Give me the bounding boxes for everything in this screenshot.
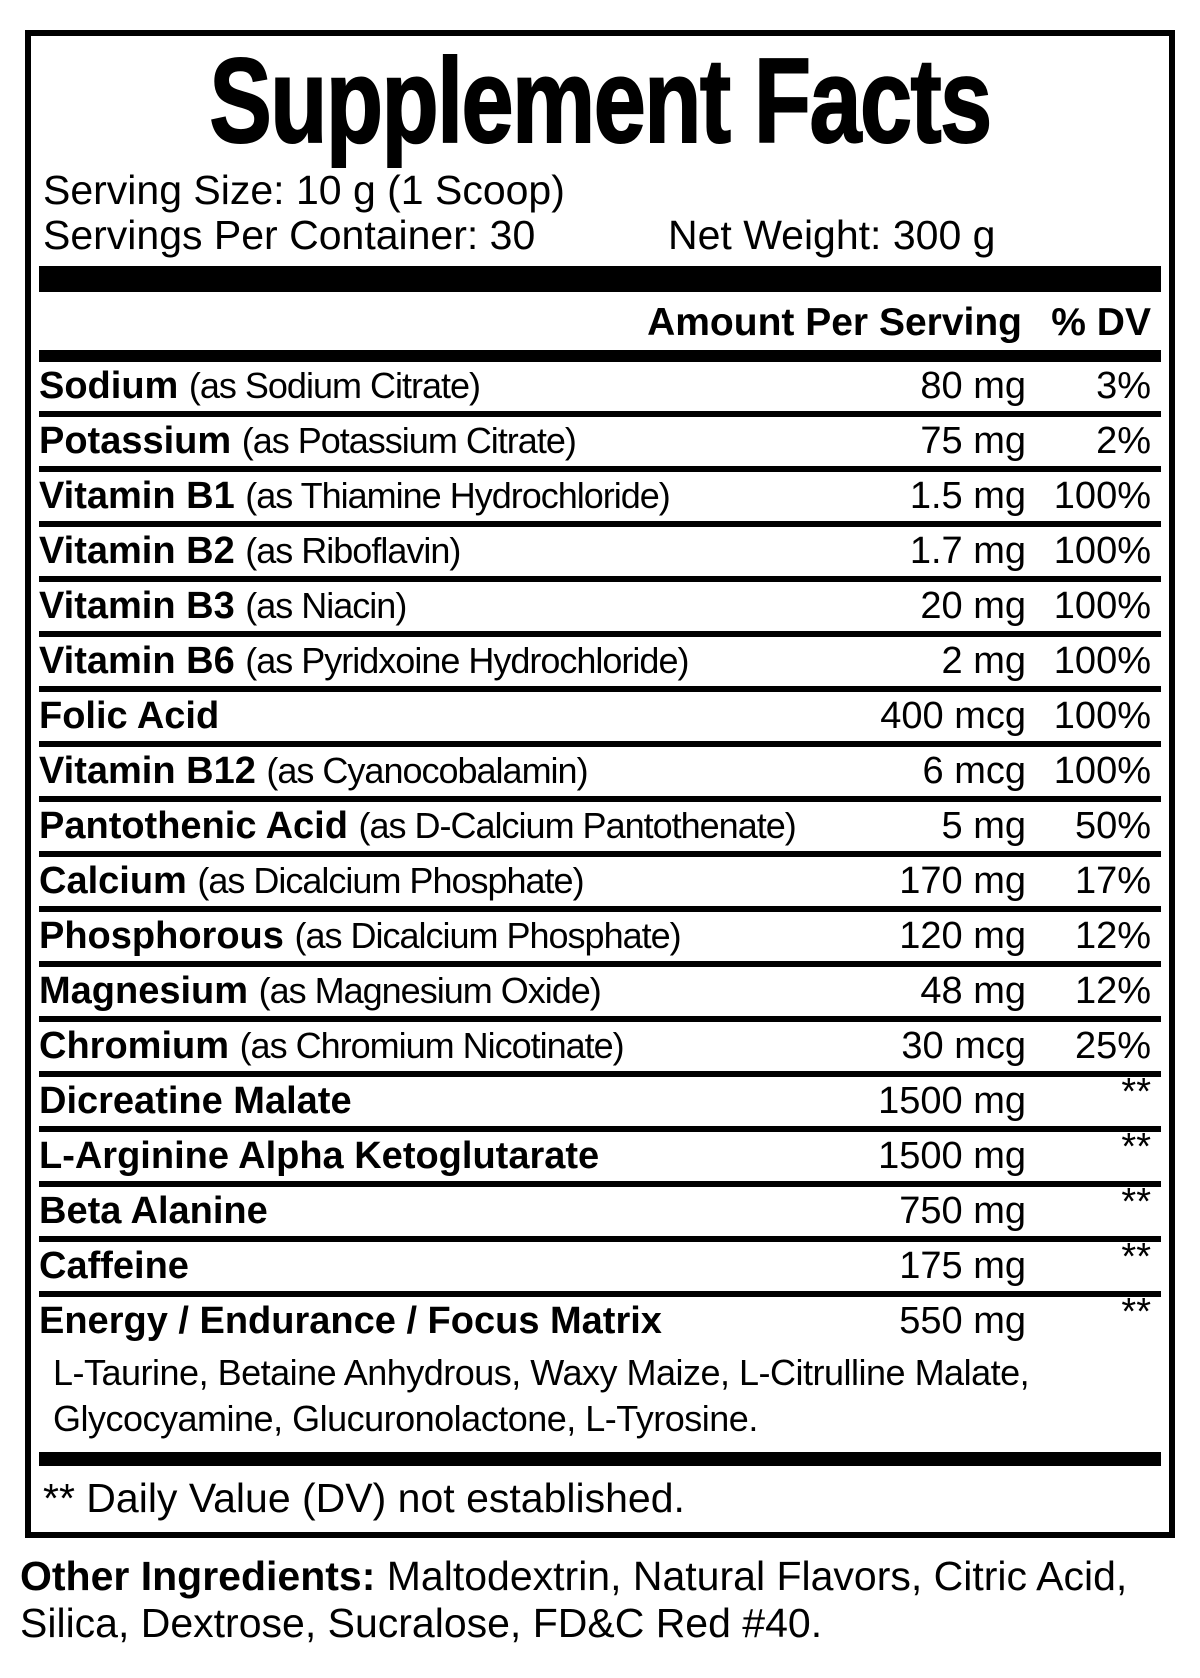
- separator-bar-top: [39, 266, 1161, 292]
- nutrient-dv-cell: [1026, 1291, 1161, 1343]
- other-ingredients-text: Maltodextrin, Natural Flavors, Citric Acid, Silica, Dextrose, Sucralose, FD&C Red #40.: [20, 1552, 1128, 1647]
- other-ingredients: [20, 1553, 1150, 1648]
- nutrient-name: Vitamin B12: [39, 750, 256, 793]
- nutrient-name: Potassium: [39, 420, 232, 463]
- nutrient-dv: **: [1121, 1236, 1151, 1279]
- nutrient-dv: 100%: [1053, 695, 1151, 738]
- nutrient-form: (as Potassium Citrate): [241, 420, 576, 462]
- nutrient-row: [39, 1291, 1161, 1346]
- nutrient-row: [39, 967, 1161, 1016]
- nutrient-name: Sodium: [39, 365, 179, 408]
- nutrient-row: [39, 1126, 1161, 1181]
- nutrient-dv-cell: [1026, 750, 1161, 793]
- serving-size: Serving Size: 10 g (1 Scoop): [43, 167, 565, 213]
- nutrient-amount: 175 mg: [899, 1245, 1026, 1288]
- nutrient-name: L-Arginine Alpha Ketoglutarate: [39, 1135, 600, 1178]
- nutrient-name-cell: [39, 420, 826, 463]
- separator-bar-footnote: [39, 1452, 1161, 1466]
- nutrient-form: (as Dicalcium Phosphate): [294, 915, 681, 957]
- nutrient-form: (as Magnesium Oxide): [258, 970, 601, 1012]
- nutrient-row: [39, 1071, 1161, 1126]
- nutrient-row: [39, 1022, 1161, 1071]
- nutrient-dv-cell: [1026, 970, 1161, 1013]
- nutrient-dv-cell: [1026, 915, 1161, 958]
- nutrient-name: Folic Acid: [39, 695, 220, 738]
- nutrient-amount: 550 mg: [899, 1300, 1026, 1343]
- nutrient-amount: 750 mg: [899, 1190, 1026, 1233]
- nutrient-row: [39, 692, 1161, 741]
- nutrient-amount: 30 mcg: [901, 1025, 1026, 1068]
- nutrient-row: [39, 802, 1161, 851]
- nutrient-name-cell: [39, 365, 826, 408]
- nutrient-name: Vitamin B3: [39, 585, 235, 628]
- separator-bar-header: [39, 350, 1161, 362]
- nutrient-dv-cell: [1026, 1071, 1161, 1123]
- nutrient-form: (as Cyanocobalamin): [266, 750, 588, 792]
- nutrient-amount: 120 mg: [899, 915, 1026, 958]
- nutrient-name: Dicreatine Malate: [39, 1080, 352, 1123]
- nutrient-name-cell: [39, 1135, 826, 1178]
- nutrient-name-cell: [39, 750, 826, 793]
- nutrient-dv: 100%: [1053, 585, 1151, 628]
- matrix-ingredients: L-Taurine, Betaine Anhydrous, Waxy Maize, L-Citrulline Malate, Glycocyamine, Glucuronolactone, L-Tyrosine.: [53, 1352, 1030, 1439]
- net-weight: Net Weight: 300 g: [668, 212, 996, 259]
- nutrient-dv-cell: [1026, 860, 1161, 903]
- panel-title: Supplement Facts: [209, 34, 991, 168]
- nutrient-dv-cell: [1026, 420, 1161, 463]
- nutrient-amount: 75 mg: [920, 420, 1026, 463]
- nutrient-name: Calcium: [39, 860, 187, 903]
- nutrient-dv: 12%: [1074, 915, 1151, 958]
- nutrient-form: (as Sodium Citrate): [188, 365, 480, 407]
- nutrient-form: (as Dicalcium Phosphate): [197, 860, 584, 902]
- servings-per-container: Servings Per Container: 30: [43, 212, 536, 259]
- nutrient-form: (as D-Calcium Pantothenate): [358, 805, 796, 847]
- nutrient-dv: 50%: [1074, 805, 1151, 848]
- nutrient-name-cell: [39, 695, 826, 738]
- nutrient-dv: 12%: [1074, 970, 1151, 1013]
- serving-info: [39, 168, 1161, 258]
- nutrient-dv: 100%: [1053, 475, 1151, 518]
- serving-row: [43, 213, 1161, 258]
- nutrient-row: [39, 472, 1161, 521]
- nutrient-dv: **: [1121, 1126, 1151, 1169]
- nutrient-name-cell: [39, 805, 826, 848]
- nutrient-name: Vitamin B2: [39, 530, 235, 573]
- nutrient-dv: 25%: [1074, 1025, 1151, 1068]
- nutrient-name: Vitamin B1: [39, 475, 235, 518]
- nutrient-dv: 100%: [1053, 530, 1151, 573]
- nutrient-name-cell: [39, 915, 826, 958]
- nutrient-name: Beta Alanine: [39, 1190, 268, 1233]
- nutrient-dv-cell: [1026, 1181, 1161, 1233]
- other-ingredients-label: Other Ingredients:: [20, 1552, 376, 1599]
- nutrient-dv-cell: [1026, 585, 1161, 628]
- nutrient-name: Caffeine: [39, 1245, 189, 1288]
- nutrient-dv-cell: [1026, 1126, 1161, 1178]
- nutrient-form: (as Riboflavin): [245, 530, 461, 572]
- nutrient-row: [39, 1236, 1161, 1291]
- nutrient-dv: **: [1121, 1181, 1151, 1224]
- nutrient-row: [39, 362, 1161, 411]
- nutrient-amount: 20 mg: [920, 585, 1026, 628]
- nutrient-row: [39, 1181, 1161, 1236]
- nutrient-name-cell: [39, 475, 826, 518]
- nutrient-dv: 3%: [1096, 365, 1151, 408]
- nutrient-name: Pantothenic Acid: [39, 805, 348, 848]
- nutrient-dv: 100%: [1053, 750, 1151, 793]
- nutrient-dv-cell: [1026, 530, 1161, 573]
- nutrient-row: [39, 747, 1161, 796]
- dv-footnote: ** Daily Value (DV) not established.: [43, 1474, 685, 1521]
- nutrient-dv-cell: [1026, 1236, 1161, 1288]
- nutrient-amount: 170 mg: [899, 860, 1026, 903]
- percent-dv-header: % DV: [1051, 301, 1151, 345]
- nutrient-name-cell: [39, 1080, 826, 1123]
- column-headers: [39, 292, 1161, 350]
- nutrient-name: Magnesium: [39, 970, 249, 1013]
- nutrient-dv: 100%: [1053, 640, 1151, 683]
- nutrient-row: [39, 417, 1161, 466]
- nutrient-name-cell: [39, 1245, 826, 1288]
- nutrient-dv: 17%: [1074, 860, 1151, 903]
- nutrient-row: [39, 912, 1161, 961]
- nutrient-dv-cell: [1026, 1025, 1161, 1068]
- nutrient-amount: 5 mg: [941, 805, 1026, 848]
- nutrient-amount: 1.7 mg: [909, 530, 1026, 573]
- nutrient-rows: [39, 362, 1161, 1449]
- nutrient-dv-cell: [1026, 640, 1161, 683]
- nutrient-dv: **: [1121, 1291, 1151, 1334]
- nutrient-name-cell: [39, 530, 826, 573]
- nutrient-name-cell: [39, 970, 826, 1013]
- nutrient-amount: 80 mg: [920, 365, 1026, 408]
- nutrient-row: [39, 527, 1161, 576]
- nutrient-name: Vitamin B6: [39, 640, 235, 683]
- nutrient-name-cell: [39, 1300, 826, 1343]
- nutrient-dv-cell: [1026, 695, 1161, 738]
- nutrient-form: (as Thiamine Hydrochloride): [245, 475, 670, 517]
- nutrient-amount: 1500 mg: [878, 1135, 1026, 1178]
- nutrient-name: Phosphorous: [39, 915, 284, 958]
- nutrient-row: [39, 857, 1161, 906]
- nutrient-dv-cell: [1026, 365, 1161, 408]
- nutrient-dv: **: [1121, 1071, 1151, 1114]
- nutrient-dv-cell: [1026, 475, 1161, 518]
- nutrient-name-cell: [39, 1190, 826, 1233]
- nutrient-name-cell: [39, 640, 826, 683]
- nutrient-amount: 400 mcg: [880, 695, 1026, 738]
- supplement-facts-panel: [25, 30, 1175, 1538]
- nutrient-form: (as Pyridxoine Hydrochloride): [245, 640, 689, 682]
- nutrient-amount: 2 mg: [941, 640, 1026, 683]
- nutrient-amount: 6 mcg: [922, 750, 1026, 793]
- nutrient-name-cell: [39, 860, 826, 903]
- nutrient-row: [39, 637, 1161, 686]
- nutrient-name-cell: [39, 585, 826, 628]
- nutrient-dv: 2%: [1096, 420, 1151, 463]
- nutrient-amount: 1.5 mg: [909, 475, 1026, 518]
- nutrient-row: [39, 582, 1161, 631]
- nutrient-form: (as Chromium Nicotinate): [239, 1025, 624, 1067]
- amount-per-serving-header: Amount Per Serving: [647, 301, 1022, 345]
- nutrient-amount: 48 mg: [920, 970, 1026, 1013]
- nutrient-name-cell: [39, 1025, 826, 1068]
- nutrient-name: Energy / Endurance / Focus Matrix: [39, 1300, 662, 1343]
- nutrient-dv-cell: [1026, 805, 1161, 848]
- nutrient-name: Chromium: [39, 1025, 229, 1068]
- nutrient-form: (as Niacin): [245, 585, 407, 627]
- nutrient-amount: 1500 mg: [878, 1080, 1026, 1123]
